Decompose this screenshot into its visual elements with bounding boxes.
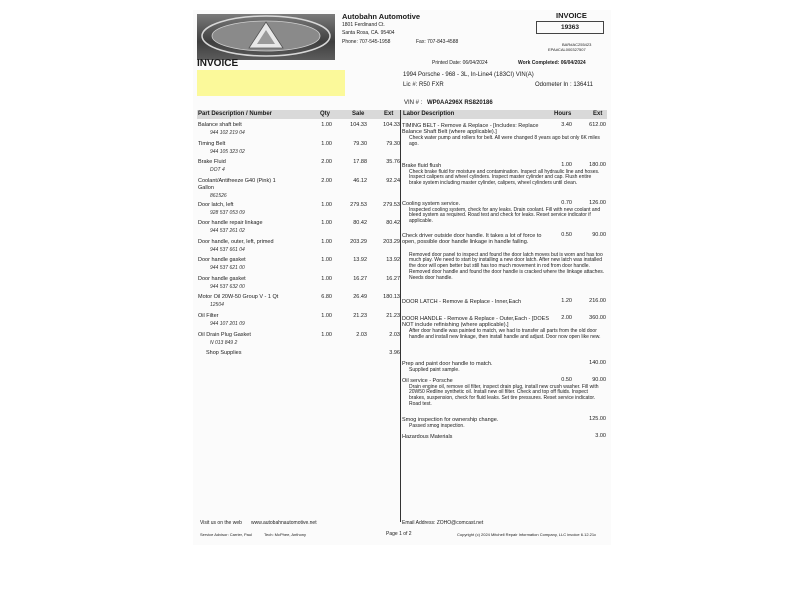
- website-url: www.autobahnautomotive.net: [251, 520, 317, 526]
- labor-hours: 0.50: [561, 377, 572, 383]
- part-sale: 203.29: [350, 239, 367, 245]
- part-qty: 1.00: [321, 313, 332, 319]
- website-label: Visit us on the web: [200, 520, 242, 526]
- part-name: Door handle repair linkage: [198, 220, 263, 226]
- labor-header-hours: Hours: [554, 111, 572, 117]
- part-name: Motor Oil 20W-50 Group V - 1 Qt: [198, 294, 279, 300]
- labor-description: Inspected cooling system, check for any leaks. Drain coolant. Fill with new coolant and bleed system as required. Road test and check for leaks. Reset service indicator if applicable.: [409, 206, 601, 224]
- email-address: Email Address: ZOHO@comcast.net: [402, 520, 484, 526]
- part-ext: 2.03: [389, 332, 400, 338]
- shop-supplies-ext: 3.96: [389, 350, 400, 356]
- labor-description: Removed door panel to inspect and found the door latch moves but is worn and has too much play. We need to start by installing a new door latch. After new latch was installed the door will open better but still has too much movement in rod from door handle. Removed door handle and found the door handle is cracked where the linkage attaches. Needs door handle.: [409, 251, 605, 281]
- invoice-number: 19363: [536, 21, 604, 34]
- labor-ext: 140.00: [589, 360, 606, 366]
- part-sale: 279.53: [350, 202, 367, 208]
- labor-description: Passed smog inspection.: [409, 422, 465, 429]
- company-fax: Fax: 707-843-4588: [416, 39, 459, 45]
- labor-header-description: Labor Description: [403, 111, 455, 117]
- part-name: Door handle gasket: [198, 276, 246, 282]
- part-qty: 1.00: [321, 257, 332, 263]
- part-ext: 80.42: [386, 220, 400, 226]
- part-sale: 26.49: [353, 294, 367, 300]
- part-number: DOT 4: [210, 167, 225, 173]
- labor-title: DOOR HANDLE - Remove & Replace - Outer,Each - [DOES NOT include refinishing (where applicable).]: [402, 316, 550, 329]
- part-number: 944 537 261 02: [210, 228, 245, 234]
- parts-header-description: Part Description / Number: [198, 111, 273, 117]
- labor-title: Check driver outside door handle. It takes a lot of force to open, possible door handle linkage in handle failing.: [402, 233, 542, 246]
- invoice-big-label: INVOICE: [197, 58, 239, 69]
- part-ext: 13.92: [386, 257, 400, 263]
- vehicle-license: Lic #: R50 FXR: [403, 82, 444, 88]
- part-qty: 1.00: [321, 141, 332, 147]
- labor-ext: 3.00: [595, 433, 606, 439]
- part-qty: 1.00: [321, 332, 332, 338]
- labor-description: Supplied paint sample.: [409, 366, 460, 373]
- part-number: 944 105 323 02: [210, 149, 245, 155]
- labor-ext: 216.00: [589, 298, 606, 304]
- part-name-line2: Gallon: [198, 185, 214, 191]
- part-qty: 1.00: [321, 202, 332, 208]
- part-name: Door handle, outer, left, primed: [198, 239, 274, 245]
- epa-code: EPA#CAL000327507: [548, 47, 586, 52]
- labor-ext: 180.00: [589, 162, 606, 168]
- invoice-label: INVOICE: [556, 11, 587, 20]
- labor-title: Oil service - Porsche: [402, 378, 453, 384]
- bar-code: BAR#AC255423: [562, 42, 592, 47]
- parts-header-ext: Ext: [384, 111, 394, 117]
- parts-header-sale: Sale: [352, 111, 365, 117]
- labor-description: Check brake fluid for moisture and contamination. Inspect all hydraulic line and hoses. Inspect calipers and wheel cylinders. Inspect master cylinder and cap. Flush entire brake system including master cylinder, calipers, wheel cylinders until clean.: [409, 168, 600, 186]
- page-number: Page 1 of 2: [386, 531, 412, 537]
- labor-ext: 126.00: [589, 200, 606, 206]
- labor-ext: 90.00: [592, 232, 606, 238]
- part-ext: 180.13: [383, 294, 400, 300]
- company-address-line2: Santa Rosa, CA. 95404: [342, 30, 395, 36]
- part-ext: 104.33: [383, 122, 400, 128]
- part-qty: 1.00: [321, 239, 332, 245]
- labor-hours: 1.20: [561, 298, 572, 304]
- part-sale: 21.23: [353, 313, 367, 319]
- redacted-customer-info: [197, 70, 345, 96]
- vehicle-description: 1994 Porsche - 968 - 3L, In-Line4 (183CI) VIN(A): [403, 72, 534, 78]
- labor-hours: 1.00: [561, 162, 572, 168]
- labor-hours: 0.70: [561, 200, 572, 206]
- labor-title: Smog inspection for ownership change.: [402, 417, 499, 423]
- part-qty: 1.00: [321, 220, 332, 226]
- vehicle-odometer: Odometer In : 136411: [535, 82, 593, 88]
- labor-ext: 125.00: [589, 416, 606, 422]
- part-qty: 6.80: [321, 294, 332, 300]
- service-advisor: Service Advisor: Carrier, Paul: [200, 532, 253, 537]
- part-number: 944 537 621 00: [210, 265, 245, 271]
- vin-label: VIN # :: [404, 100, 423, 106]
- part-qty: 1.00: [321, 276, 332, 282]
- part-ext: 35.76: [386, 159, 400, 165]
- labor-ext: 360.00: [589, 315, 606, 321]
- part-number: 944 107 201 09: [210, 321, 245, 327]
- part-number: 928 537 053 09: [210, 210, 245, 216]
- labor-table-header: [401, 110, 607, 119]
- labor-title: Brake fluid flush: [402, 163, 442, 169]
- technician: Tech: McPhee, Anthony: [264, 532, 307, 537]
- part-name: Timing Belt: [198, 141, 226, 147]
- part-name: Oil Drain Plug Gasket: [198, 332, 251, 338]
- part-sale: 2.03: [356, 332, 367, 338]
- printed-date: Printed Date: 06/04/2024: [432, 60, 488, 66]
- part-sale: 16.27: [353, 276, 367, 282]
- company-phone: Phone: 707-545-1958: [342, 39, 391, 45]
- shop-supplies-label: Shop Supplies: [206, 350, 242, 356]
- copyright: Copyright (c) 2024 Mitchell Repair Information Company, LLC invoice 6.12.21c: [457, 532, 597, 537]
- labor-ext: 612.00: [589, 122, 606, 128]
- part-name: Coolant/Antifreeze G40 (Pink) 1: [198, 178, 276, 184]
- part-number: 944 102 219 04: [210, 130, 245, 136]
- part-number: 12504: [210, 302, 224, 308]
- labor-hours: 2.00: [561, 315, 572, 321]
- labor-ext: 90.00: [592, 377, 606, 383]
- part-ext: 16.27: [386, 276, 400, 282]
- part-ext: 92.24: [386, 178, 400, 184]
- part-number: N 013 849 2: [210, 340, 238, 346]
- part-number: 944 537 661 04: [210, 247, 245, 253]
- work-completed-date: Work Completed: 06/04/2024: [518, 60, 586, 66]
- part-qty: 2.00: [321, 159, 332, 165]
- part-name: Door latch, left: [198, 202, 234, 208]
- labor-description: After door handle was painted to match, we had to transfer all parts from the old door handle and install new linkage, then install handle and adjust. Door now open like new.: [409, 328, 601, 340]
- part-qty: 2.00: [321, 178, 332, 184]
- vin-number: WP0AA296X RS820186: [427, 100, 493, 106]
- part-ext: 203.29: [383, 239, 400, 245]
- part-number: 861526: [210, 193, 227, 199]
- part-ext: 21.23: [386, 313, 400, 319]
- labor-header-ext: Ext: [593, 111, 603, 117]
- labor-description: Check water pump and rollers for belt. All were changed 8 years ago but only 6K miles ago.: [409, 135, 600, 147]
- part-sale: 80.42: [353, 220, 367, 226]
- part-name: Brake Fluid: [198, 159, 226, 165]
- labor-title: Prep and paint door handle to match.: [402, 361, 493, 367]
- part-name: Balance shaft belt: [198, 122, 242, 128]
- part-ext: 79.30: [386, 141, 400, 147]
- part-number: 944 537 632 00: [210, 284, 245, 290]
- part-sale: 17.88: [353, 159, 367, 165]
- part-sale: 13.92: [353, 257, 367, 263]
- company-name: Autobahn Automotive: [342, 12, 421, 21]
- part-sale: 79.30: [353, 141, 367, 147]
- part-name: Door handle gasket: [198, 257, 246, 263]
- labor-hours: 3.40: [561, 122, 572, 128]
- company-address-line1: 1801 Ferdinand Ct.: [342, 22, 385, 28]
- labor-hours: 0.50: [561, 232, 572, 238]
- part-ext: 279.53: [383, 202, 400, 208]
- labor-title: Hazardous Materials: [402, 434, 453, 440]
- part-qty: 1.00: [321, 122, 332, 128]
- part-sale: 104.33: [350, 122, 367, 128]
- company-logo: [197, 14, 335, 60]
- parts-header-qty: Qty: [320, 111, 331, 117]
- labor-title: DOOR LATCH - Remove & Replace - Inner,Each: [402, 299, 522, 305]
- column-divider: [400, 110, 401, 522]
- parts-table-header: [197, 110, 400, 119]
- part-sale: 46.12: [353, 178, 367, 184]
- labor-title: TIMING BELT - Remove & Replace - [Includes: Replace Balance Shaft Belt (where applicable).]: [402, 123, 539, 136]
- labor-description: Drain engine oil, remove oil filter, inspect drain plug, install new crush washer. Fill with 20W50 Redline synthetic oil. Install new oil filter. Check and top off fluids. Inspect brakes, suspension, check for fluid leaks. Set tire pressures. Reset service indicator. Road test.: [409, 383, 599, 407]
- part-name: Oil Filter: [198, 313, 219, 319]
- labor-title: Cooling system service.: [402, 201, 461, 207]
